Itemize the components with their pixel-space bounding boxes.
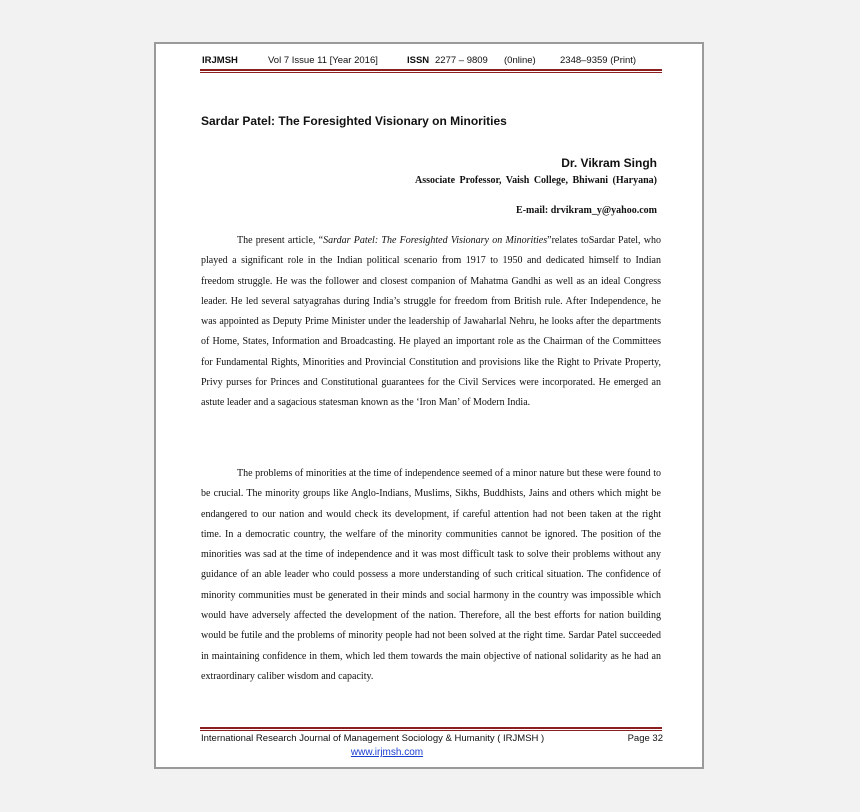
header-divider-thin — [200, 72, 662, 73]
paragraph-1-lead: The present article, “ — [237, 235, 324, 246]
author-email: E-mail: drvikram_y@yahoo.com — [516, 205, 657, 216]
running-footer — [201, 733, 663, 744]
paragraph-2-text: The problems of minorities at the time of independence seemed of a minor nature but these were found to be crucial. The minority groups like Anglo-Indians, Muslims, Sikhs, Buddhists, Jains and others which might be endangered to our nation and would check its development, if careful attention had not been taken at the right time. In a democratic country, the welfare of the minority communities cannot be ignored. The position of the minorities was sad at the time of independence and it was most difficult task to solve their problems without any guidance of an able leader who could possess a more understanding of such critical situation. The confidence of minority communities must be generated in their minds and social harmony in the country was impossible which would have adversely affected the development of the nation. Therefore, all the best efforts for nation building would be futile and the problems of minority people had not been solved at the right time. Sardar Patel succeeded in maintaining confidence in them, which led them towards the main objective of national solidarity as he had an extraordinary caliber wisdom and capacity. — [201, 468, 661, 682]
paragraph-1 — [201, 231, 661, 414]
page-number: Page 32 — [627, 733, 663, 744]
header-volume: Vol 7 Issue 11 [Year 2016] — [268, 55, 378, 66]
author-affiliation: Associate Professor, Vaish College, Bhiwani (Haryana) — [415, 175, 657, 186]
header-journal: IRJMSH — [202, 55, 238, 66]
paragraph-2 — [201, 464, 661, 687]
footer-journal: International Research Journal of Management Sociology & Humanity ( IRJMSH ) — [201, 733, 545, 744]
footer-divider — [200, 727, 662, 729]
footer-url-link[interactable]: www.irjmsh.com — [350, 747, 424, 758]
article-title: Sardar Patel: The Foresighted Visionary on Minorities — [201, 114, 507, 128]
footer-divider-thin — [200, 730, 662, 731]
paragraph-1-quoted-title: Sardar Patel: The Foresighted Visionary on Minorities — [323, 235, 548, 246]
header-issn: 2277 – 9809 — [435, 55, 488, 66]
author-name: Dr. Vikram Singh — [561, 156, 657, 170]
document-page — [154, 42, 704, 769]
header-issn-label: ISSN — [407, 55, 430, 66]
header-online: (0nline) — [504, 55, 536, 66]
paragraph-1-rest: ”relates toSardar Patel, who played a significant role in the Indian political scenario from 1917 to 1950 and dedicated himself to Indian freedom struggle. He was the follower and closest companion of Mahatma Gandhi as well as an ideal Congress leader. He led several satyagrahas during India’s struggle for freedom from British rule. After Independence, he was appointed as Deputy Prime Minister under the leadership of Jawaharlal Nehru, he looks after the departments of Home, States, Information and Broadcasting. He played an important role as the Chairman of the Committees for Fundamental Rights, Minorities and Provincial Constitution and provisions like the Right to Private Property, Privy purses for Princes and Constitutional guarantees for the Civil Services were incorporated. He emerged an astute leader and a sagacious statesman known as the ‘Iron Man’ of Modern India. — [201, 235, 661, 409]
header-print: 2348–9359 (Print) — [560, 55, 637, 66]
header-divider — [200, 69, 662, 71]
